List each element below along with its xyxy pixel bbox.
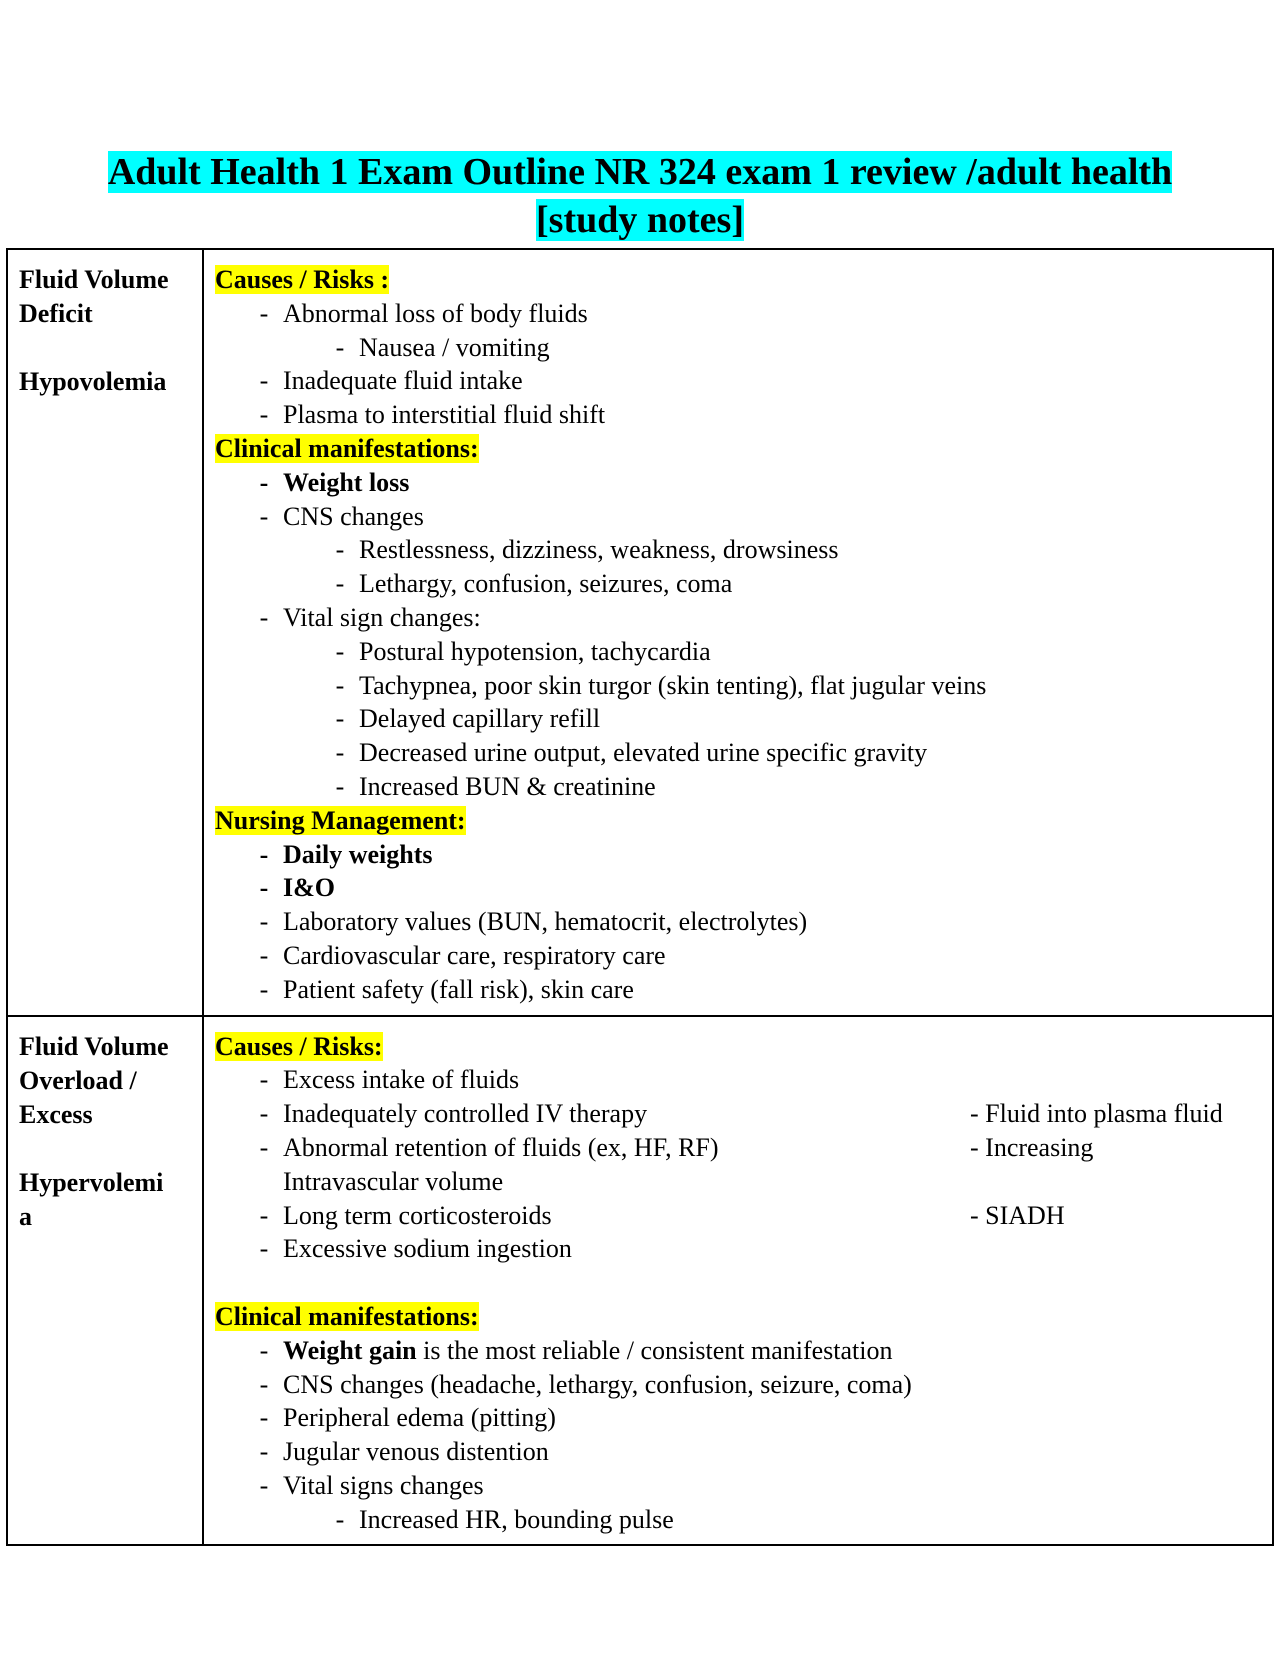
list-item: - Delayed capillary refill [335, 704, 601, 734]
list-item: - Excessive sodium ingestion [259, 1234, 572, 1264]
content-cell [203, 1016, 1273, 1546]
section-heading: Causes / Risks : [215, 265, 390, 294]
topic-line: a [19, 1201, 32, 1231]
list-item: - Postural hypotension, tachycardia [335, 636, 711, 666]
list-item: - Inadequately controlled IV therapy - Fluid into plasma fluid [215, 1097, 1264, 1131]
spacer [19, 331, 202, 365]
table-row [7, 1016, 1273, 1546]
topic-cell [7, 1016, 203, 1546]
topic-cell [7, 249, 203, 1016]
list-item: - Peripheral edema (pitting) [259, 1403, 556, 1433]
topic-line: Fluid Volume [19, 265, 169, 294]
section-heading: Clinical manifestations: [215, 1301, 479, 1331]
list-item: - Excess intake of fluids [259, 1065, 520, 1095]
list-item: - Daily weights [259, 839, 433, 869]
list-item: - CNS changes [259, 501, 424, 531]
spacer [19, 1132, 202, 1166]
side-note: - Increasing [970, 1132, 1094, 1162]
topic-line: Fluid Volume [19, 1031, 169, 1061]
list-item: - Abnormal loss of body fluids [259, 298, 588, 328]
list-item: - CNS changes (headache, lethargy, confusion, seizure, coma) [259, 1369, 912, 1399]
list-item: - Jugular venous distention [259, 1437, 549, 1467]
document-title [0, 148, 1280, 244]
list-item: - Restlessness, dizziness, weakness, drowsiness [335, 535, 839, 565]
section-heading: Causes / Risks: [215, 1031, 383, 1061]
list-item: - Plasma to interstitial fluid shift [259, 400, 606, 430]
list-item: - Lethargy, confusion, seizures, coma [335, 569, 733, 599]
topic-line: Overload / [19, 1065, 137, 1095]
section-heading: Clinical manifestations: [215, 433, 479, 463]
list-item: - Laboratory values (BUN, hematocrit, electrolytes) [259, 907, 808, 937]
list-item: - Cardiovascular care, respiratory care [259, 940, 666, 970]
side-note: - Fluid into plasma fluid [970, 1099, 1223, 1129]
list-item: - Tachypnea, poor skin turgor (skin tenting), flat jugular veins [335, 670, 987, 700]
list-item: - Patient safety (fall risk), skin care [259, 974, 634, 1004]
topic-line: Excess [19, 1099, 93, 1129]
title-line-1: Adult Health 1 Exam Outline NR 324 exam 1 review /adult health [107, 151, 1173, 193]
blank-line [215, 1266, 1264, 1300]
side-note: - SIADH [970, 1200, 1065, 1230]
list-item: - Inadequate fluid intake [259, 366, 523, 396]
table-row [7, 249, 1273, 1016]
content-cell [203, 249, 1273, 1016]
list-item: - Long term corticosteroids - SIADH [215, 1199, 1264, 1233]
list-item: - I&O [259, 873, 335, 903]
title-line-2: [study notes] [536, 199, 744, 241]
topic-line: Hypovolemia [19, 367, 167, 396]
list-item: - Weight loss [259, 467, 410, 497]
list-item: - Weight gain is the most reliable / consistent manifestation [259, 1335, 893, 1365]
section-heading: Nursing Management: [215, 805, 466, 835]
list-item: - Vital sign changes: [259, 602, 481, 632]
topic-line: Deficit [19, 299, 93, 328]
list-item: - Increased HR, bounding pulse [335, 1504, 674, 1534]
list-item: - Increased BUN & creatinine [335, 771, 656, 801]
list-item: - Vital signs changes [259, 1470, 484, 1500]
outline-table [6, 248, 1274, 1546]
list-item: - Abnormal retention of fluids (ex, HF, RF) - Increasing [215, 1131, 1264, 1165]
topic-line: Hypervolemi [19, 1167, 164, 1197]
list-item-continuation: Intravascular volume [283, 1166, 504, 1196]
list-item: - Decreased urine output, elevated urine specific gravity [335, 738, 928, 768]
list-item: - Nausea / vomiting [335, 332, 550, 362]
